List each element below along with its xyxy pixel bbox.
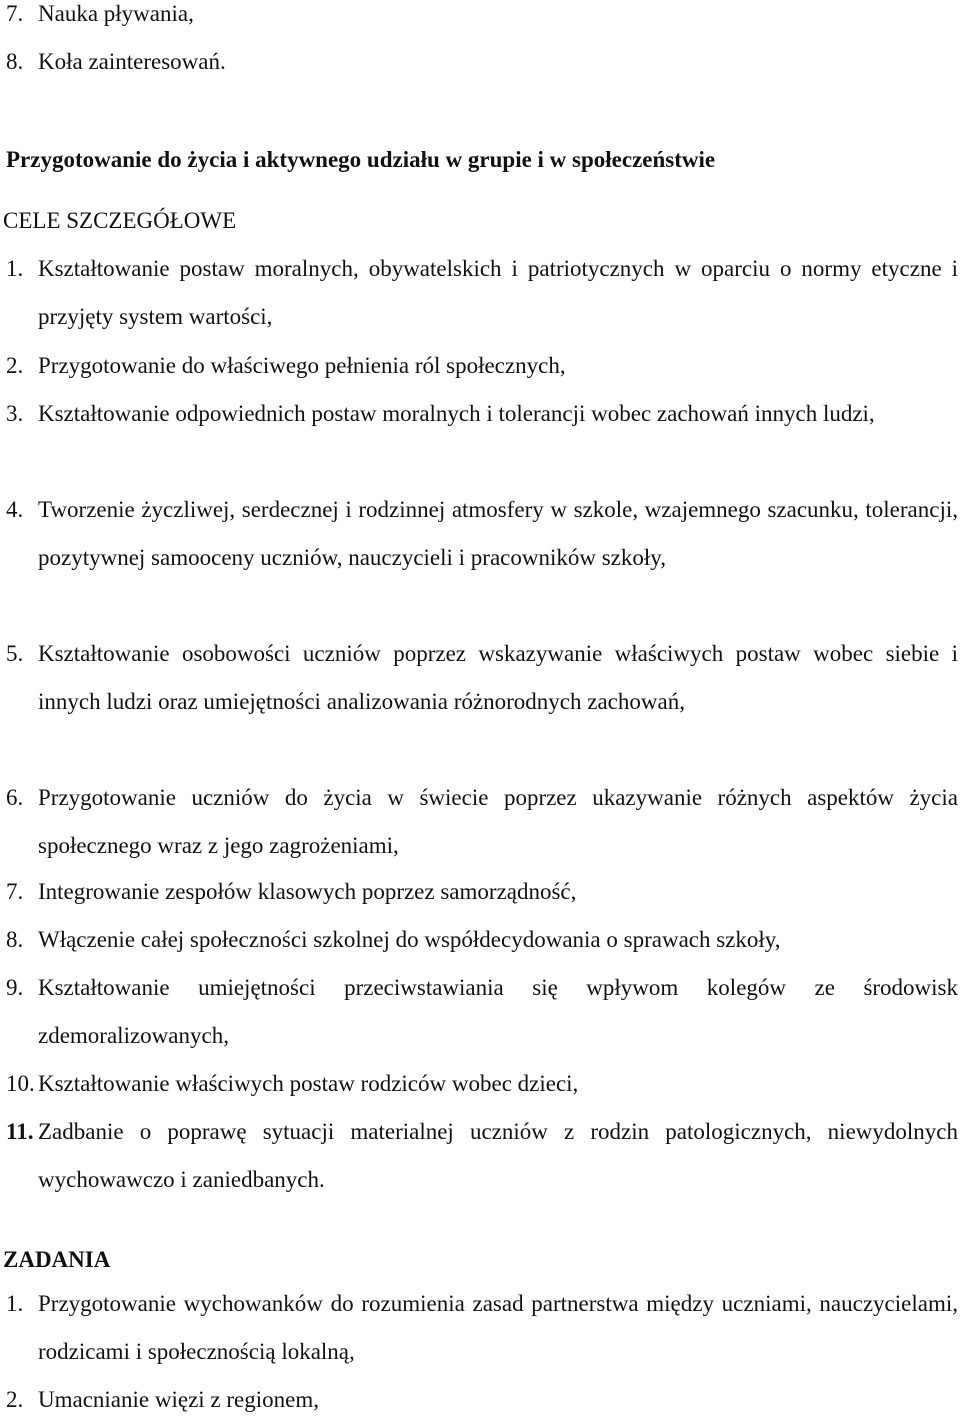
goal-item bbox=[0, 1108, 958, 1204]
list-number: 5. bbox=[6, 641, 24, 666]
list-number: 9. bbox=[6, 975, 24, 1000]
list-item bbox=[0, 38, 958, 86]
list-item bbox=[0, 0, 958, 38]
list-number: 10. bbox=[6, 1071, 35, 1096]
list-text: Kształtowanie właściwych postaw rodziców wobec dzieci, bbox=[38, 1071, 579, 1096]
list-number: 8. bbox=[6, 49, 24, 74]
list-text: Przygotowanie uczniów do życia w świecie poprzez ukazywanie różnych aspektów życia społecznego wraz z jego zagrożeniami, bbox=[38, 785, 958, 858]
list-number: 8. bbox=[6, 927, 24, 952]
list-number: 1. bbox=[6, 256, 24, 281]
goal-item bbox=[0, 342, 958, 390]
goal-item bbox=[0, 916, 958, 964]
list-text: Przygotowanie do właściwego pełnienia ról społecznych, bbox=[38, 353, 566, 378]
goal-item bbox=[0, 245, 958, 341]
task-item bbox=[0, 1280, 958, 1376]
list-text: Nauka pływania, bbox=[38, 1, 194, 26]
goals-heading: CELE SZCZEGÓŁOWE bbox=[3, 208, 237, 233]
goal-item bbox=[0, 1060, 958, 1108]
goal-item bbox=[0, 630, 958, 726]
list-number: 7. bbox=[6, 879, 24, 904]
list-text: Integrowanie zespołów klasowych poprzez samorządność, bbox=[38, 879, 577, 904]
goal-item bbox=[0, 486, 958, 582]
list-text: Kształtowanie postaw moralnych, obywatelskich i patriotycznych w oparciu o normy etyczne i przyjęty system wartości, bbox=[38, 256, 958, 329]
section-title: Przygotowanie do życia i aktywnego udziału w grupie i w społeczeństwie bbox=[6, 147, 716, 172]
list-text: Kształtowanie osobowości uczniów poprzez wskazywanie właściwych postaw wobec siebie i innych ludzi oraz umiejętności analizowania różnorodnych zachowań, bbox=[38, 641, 958, 714]
list-text: Kształtowanie umiejętności przeciwstawiania się wpływom kolegów ze środowisk zdemoralizowanych, bbox=[38, 975, 958, 1048]
goal-item bbox=[0, 964, 958, 1060]
list-number: 2. bbox=[6, 353, 24, 378]
list-text: Umacnianie więzi z regionem, bbox=[38, 1387, 319, 1412]
goal-item bbox=[0, 390, 958, 438]
list-number: 7. bbox=[6, 1, 24, 26]
tasks-heading: ZADANIA bbox=[3, 1247, 111, 1272]
list-number: 3. bbox=[6, 401, 24, 426]
list-text: Włączenie całej społeczności szkolnej do współdecydowania o sprawach szkoły, bbox=[38, 927, 781, 952]
list-text: Kształtowanie odpowiednich postaw moralnych i tolerancji wobec zachowań innych ludzi, bbox=[38, 401, 875, 426]
list-text: Zadbanie o poprawę sytuacji materialnej uczniów z rodzin patologicznych, niewydolnych wychowawczo i zaniedbanych. bbox=[38, 1119, 958, 1192]
list-number: 11. bbox=[6, 1119, 34, 1144]
list-text: Koła zainteresowań. bbox=[38, 49, 226, 74]
goal-item bbox=[0, 868, 958, 916]
goal-item bbox=[0, 774, 958, 870]
list-number: 4. bbox=[6, 497, 24, 522]
list-text: Przygotowanie wychowanków do rozumienia zasad partnerstwa między uczniami, nauczycielami, rodzicami i społecznością lokalną, bbox=[38, 1291, 958, 1364]
list-number: 1. bbox=[6, 1291, 24, 1316]
list-number: 2. bbox=[6, 1387, 24, 1412]
list-text: Tworzenie życzliwej, serdecznej i rodzinnej atmosfery w szkole, wzajemnego szacunku, tolerancji, pozytywnej samooceny uczniów, nauczycieli i pracowników szkoły, bbox=[38, 497, 958, 570]
list-number: 6. bbox=[6, 785, 24, 810]
